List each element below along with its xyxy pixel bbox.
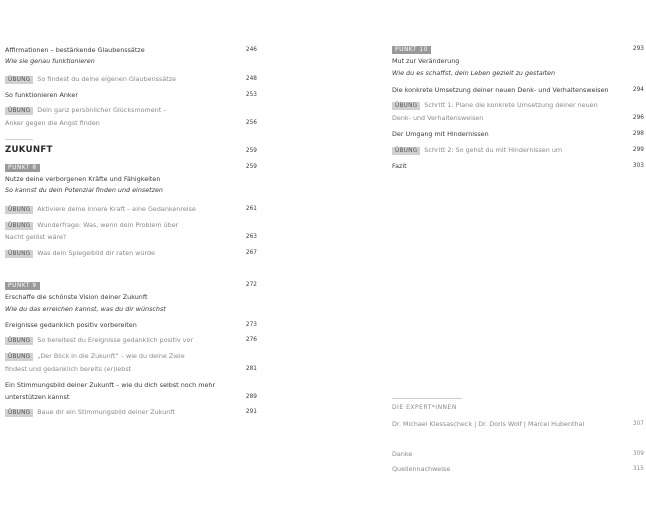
uebung-tag: ÜBUNG [5, 76, 33, 84]
entry-title: Nacht gelöst wäre? [5, 233, 67, 241]
page-number: 267 [245, 250, 257, 256]
entry-title: So findest du deine eigenen Glaubenssätze [37, 75, 176, 83]
entry-title: Der Umgang mit Hindernissen [392, 130, 489, 138]
entry-title: So bereitest du Ereignisse gedanklich positiv vor [37, 336, 193, 344]
uebung-tag: ÜBUNG [5, 206, 33, 214]
page-number: 307 [632, 421, 644, 427]
uebung-tag: ÜBUNG [5, 107, 33, 115]
entry-title: findest und gedanklich bereits (er)lebst [5, 365, 132, 373]
uebung-tag: ÜBUNG [5, 250, 33, 258]
page-number: 256 [245, 120, 257, 126]
page-number: 296 [632, 115, 644, 121]
chapter-title-text: Nutze deine verborgenen Kräfte und Fähigkeiten [5, 175, 161, 183]
entry-title: „Der Blick in die Zukunft“ – wie du deine Ziele [37, 352, 185, 360]
entry-title: Aktiviere deine innere Kraft – eine Gedankenreise [37, 205, 196, 213]
uebung-tag: ÜBUNG [5, 353, 33, 361]
entry-title: Baue dir ein Stimmungsbild deiner Zukunft [37, 408, 175, 416]
uebung-tag: ÜBUNG [392, 102, 420, 110]
section-title: ZUKUNFT [5, 145, 53, 155]
entry-title: Schritt 1: Plane die konkrete Umsetzung deiner neuen [424, 101, 598, 109]
entry-title: Dr. Michael Klessascheck | Dr. Doris Wolf | Marcel Hubenthal [392, 420, 585, 428]
page-number: 291 [245, 409, 257, 415]
page-number: 253 [245, 92, 257, 98]
punkt-tag: PUNKT 8 [5, 164, 40, 172]
page-number: 298 [632, 131, 644, 137]
experts-label: DIE EXPERT*INNEN [392, 404, 457, 411]
page-number: 276 [245, 337, 257, 343]
page-number: 299 [632, 147, 644, 153]
entry-title: Quellennachweise [392, 465, 451, 473]
page-number: 293 [632, 46, 644, 52]
uebung-tag: ÜBUNG [5, 337, 33, 345]
entry-title: Wunderfrage: Was, wenn dein Problem über [37, 221, 179, 229]
page-number: 248 [245, 76, 257, 82]
chapter-subtitle-text: So kannst du dein Potenzial finden und einsetzen [5, 186, 163, 194]
uebung-tag: ÜBUNG [5, 409, 33, 417]
uebung-tag: ÜBUNG [5, 222, 33, 230]
entry-title: Ereignisse gedanklich positiv vorbereiten [5, 321, 137, 329]
page-number: 272 [245, 282, 257, 288]
entry-title: Danke [392, 450, 413, 458]
page-number: 261 [245, 206, 257, 212]
page-number: 315 [632, 466, 644, 472]
section-rule [5, 139, 33, 140]
entry-title: So funktionieren Anker [5, 91, 78, 99]
chapter-title-text: Mut zur Veränderung [392, 57, 460, 65]
page-number: 246 [245, 47, 257, 53]
entry-title: Anker gegen die Angst finden [5, 119, 100, 127]
page-number: 281 [245, 366, 257, 372]
page-number: 259 [245, 148, 257, 154]
chapter-subtitle-text: Wie du es schaffst, dein Leben gezielt zu gestalten [392, 69, 556, 77]
page-number: 303 [632, 163, 644, 169]
page-number: 294 [632, 87, 644, 93]
entry-title: Fazit [392, 162, 407, 170]
section-rule [392, 398, 462, 399]
page-number: 273 [245, 322, 257, 328]
entry-title: unterstützen kannst [5, 393, 70, 401]
page-number: 259 [245, 164, 257, 170]
entry-title: Ein Stimmungsbild deiner Zukunft – wie du dich selbst noch mehr [5, 381, 216, 389]
entry-title: Die konkrete Umsetzung deiner neuen Denk- und Verhaltensweisen [392, 86, 609, 94]
page-number: 263 [245, 234, 257, 240]
page-number: 289 [245, 394, 257, 400]
entry-title: Denk- und Verhaltensweisen [392, 114, 484, 122]
chapter-title-text: Erschaffe die schönste Vision deiner Zukunft [5, 293, 148, 301]
entry-title: Was dein Spiegelbild dir raten würde [37, 249, 155, 257]
page-number: 309 [632, 451, 644, 457]
entry-subtitle: Wie sie genau funktionieren [5, 57, 95, 65]
uebung-tag: ÜBUNG [392, 147, 420, 155]
entry-title: Schritt 2: So gehst du mit Hindernissen um [424, 146, 563, 154]
chapter-subtitle-text: Wie du das erreichen kannst, was du dir wünschst [5, 305, 166, 313]
entry-title: Dein ganz persönlicher Glücksmoment – [37, 106, 167, 114]
punkt-tag: PUNKT 9 [5, 282, 40, 290]
punkt-tag: PUNKT 10 [392, 46, 431, 54]
entry-title: Affirmationen – bestärkende Glaubenssätze [5, 46, 145, 54]
